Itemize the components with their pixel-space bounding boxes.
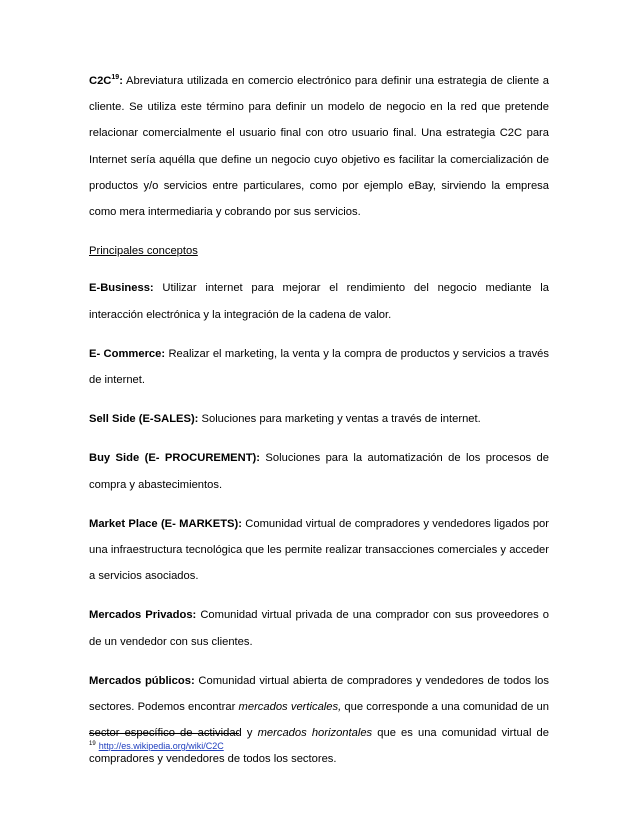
definition-text: Soluciones para marketing y ventas a través de internet. (198, 413, 481, 426)
definition-text: Comunidad virtual abierta de compradores y vendedores de todos los sectores. Podemos encontrar (89, 674, 549, 714)
document-body (89, 68, 549, 786)
definition-market-place (89, 511, 549, 590)
emphasis-mercados-verticales: mercados verticales, (238, 701, 342, 714)
footnote (89, 739, 224, 753)
definition-term: Buy Side (E- PROCUREMENT): (89, 452, 261, 465)
emphasis-mercados-horizontales: mercados horizontales (257, 727, 373, 740)
definition-sell-side (89, 406, 549, 432)
definition-text: Utilizar internet para mejorar el rendimiento del negocio mediante la interacción electrónica y la integración de la cadena de valor. (89, 282, 549, 321)
footnote-link[interactable]: http://es.wikipedia.org/wiki/C2C (98, 741, 224, 751)
c2c-paragraph (89, 68, 549, 225)
definition-ecommerce (89, 341, 549, 393)
definition-text: que corresponde a una comunidad de un sector específico de actividad y (89, 701, 549, 740)
definition-mercados-publicos (89, 668, 549, 773)
footnote-number: 19 (89, 741, 96, 747)
definition-buy-side (89, 445, 549, 497)
c2c-text: Abreviatura utilizada en comercio electrónico para definir una estrategia de cliente a cliente. Se utiliza este término para definir un modelo de negocio en la red que pretende relacionar comercialmente el usuario final con otro usuario final. Una estrategia C2C para Internet sería aquélla que define un negocio cuyo objetivo es facilitar la comercialización de productos y/o servicios entre particulares, como por ejemplo eBay, sirviendo la empresa como mera intermediaria y cobrando por sus servicios. (89, 75, 549, 219)
c2c-colon: : (119, 75, 123, 87)
definition-mercados-privados (89, 602, 549, 654)
definition-term: Sell Side (E-SALES): (89, 413, 199, 426)
definition-text: Comunidad virtual de compradores y vendedores ligados por una infraestructura tecnológica que les permite realizar transacciones comerciales y acceder a servicios asociados. (89, 517, 549, 583)
footnote-reference[interactable]: 19 (111, 74, 120, 81)
definition-term: Mercados públicos: (89, 674, 195, 687)
definition-term: Mercados Privados: (89, 609, 197, 622)
definition-text: Comunidad virtual privada de una comprador con sus proveedores o de un vendedor con sus clientes. (89, 609, 549, 648)
definition-text: Soluciones para la automatización de los procesos de compra y abastecimientos. (89, 452, 549, 491)
section-heading-paragraph (89, 238, 549, 264)
footnote-separator (89, 733, 239, 734)
definition-term: E-Business: (89, 282, 154, 295)
definition-ebusiness (89, 275, 549, 327)
c2c-term: C2C (89, 75, 112, 87)
definition-text: Realizar el marketing, la venta y la compra de productos y servicios a través de internet. (89, 347, 549, 387)
section-heading: Principales conceptos (89, 245, 198, 258)
definition-term: E- Commerce: (89, 347, 166, 360)
definition-term: Market Place (E- MARKETS): (89, 517, 242, 530)
definition-text: que es una comunidad virtual de compradores y vendedores de todos los sectores. (89, 727, 549, 766)
